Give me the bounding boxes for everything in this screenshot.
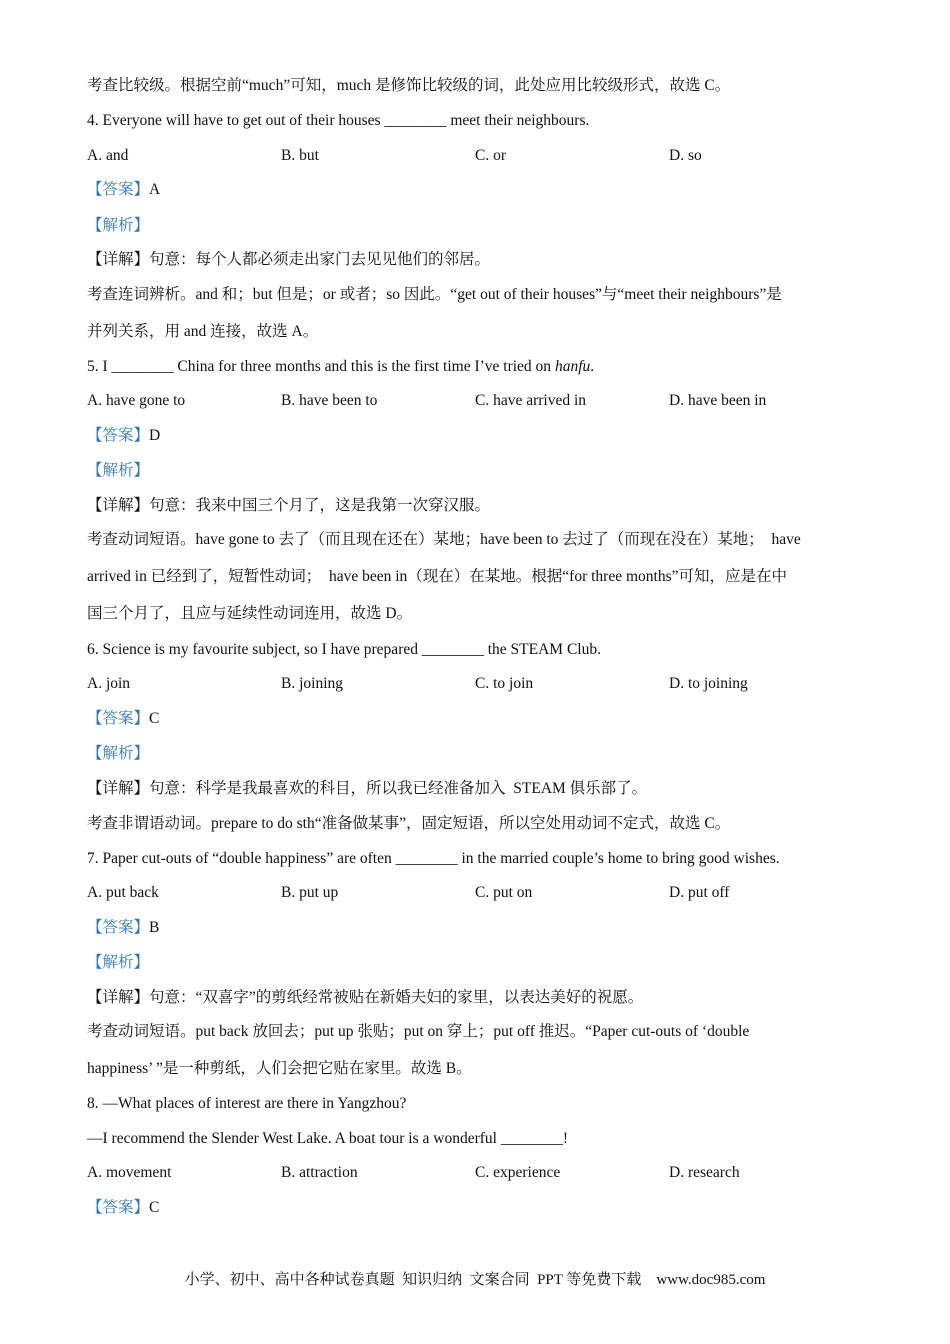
option-d: D. put off	[669, 884, 730, 901]
detail-text: 句意：我来中国三个月了，这是我第一次穿汉服。	[149, 497, 491, 514]
page-footer: 小学、初中、高中各种试卷真题 知识归纳 文案合同 PPT 等免费下载 www.doc985.com	[184, 1272, 766, 1288]
option-b: B. have been to	[281, 392, 378, 409]
question-7-stem: 7. Paper cut-outs of “double happiness” are often ________ in the married couple’s home to bring good wishes.	[87, 850, 780, 867]
detail-line	[87, 988, 643, 1008]
stem-text: 5. I ________ China for three months and this is the first time I’ve tried on	[87, 358, 555, 375]
explanation-line: 考查非谓语动词。prepare to do sth“准备做某事”，固定短语，所以空处用动词不定式，故选 C。	[87, 815, 731, 832]
answer-tag: 【答案】	[87, 919, 150, 936]
option-d: D. have been in	[669, 392, 767, 409]
stem-emphasis: hanfu	[554, 358, 591, 375]
answer-tag: 【答案】	[87, 710, 150, 727]
analysis-tag: 【解析】	[87, 745, 150, 762]
question-4-options	[87, 146, 867, 166]
analysis-line	[87, 461, 149, 481]
detail-line	[87, 779, 647, 799]
analysis-tag: 【解析】	[87, 462, 150, 479]
option-c: C. put on	[475, 884, 533, 901]
answer-tag: 【答案】	[87, 181, 150, 198]
option-a: A. put back	[87, 884, 159, 901]
detail-text: 句意：每个人都必须走出家门去见见他们的邻居。	[149, 251, 491, 268]
answer-tag: 【答案】	[87, 427, 150, 444]
detail-text: 句意：科学是我最喜欢的科目，所以我已经准备加入 STEAM 俱乐部了。	[149, 780, 648, 797]
explanation-line: arrived in 已经到了，短暂性动词； have been in（现在）在某地。根据“for three months”可知，应是在中	[87, 568, 787, 585]
stem-text-end: .	[590, 358, 595, 375]
answer-value: C	[149, 710, 160, 727]
option-c: C. have arrived in	[475, 392, 587, 409]
option-c: C. to join	[475, 675, 534, 692]
option-d: D. so	[669, 147, 702, 164]
explanation-line: 国三个月了，且应与延续性动词连用，故选 D。	[87, 605, 413, 622]
answer-line	[87, 1198, 159, 1218]
question-5-options	[87, 391, 867, 411]
question-7-options	[87, 883, 867, 903]
option-c: C. experience	[475, 1164, 561, 1181]
option-a: A. have gone to	[87, 392, 186, 409]
option-b: B. attraction	[281, 1164, 358, 1181]
question-6-stem: 6. Science is my favourite subject, so I have prepared ________ the STEAM Club.	[87, 641, 601, 658]
question-8-options	[87, 1163, 867, 1183]
question-5-stem	[87, 357, 594, 377]
explanation-line: happiness’ ”是一种剪纸，人们会把它贴在家里。故选 B。	[87, 1060, 472, 1077]
option-a: A. movement	[87, 1164, 172, 1181]
question-4-stem: 4. Everyone will have to get out of their houses ________ meet their neighbours.	[87, 112, 590, 129]
answer-value: D	[149, 427, 161, 444]
answer-value: A	[149, 181, 161, 198]
detail-tag: 【详解】	[87, 989, 150, 1006]
answer-line	[87, 709, 159, 729]
answer-line	[87, 180, 160, 200]
analysis-line	[87, 744, 149, 764]
option-b: B. joining	[281, 675, 344, 692]
detail-tag: 【详解】	[87, 251, 150, 268]
answer-value: B	[149, 919, 160, 936]
question-8-stem: 8. —What places of interest are there in Yangzhou?	[87, 1095, 407, 1112]
answer-line	[87, 426, 160, 446]
explanation-line: 考查动词短语。put back 放回去；put up 张贴；put on 穿上；put off 推迟。“Paper cut-outs of ‘double	[87, 1023, 750, 1040]
explanation-line: 考查动词短语。have gone to 去了（而且现在还在）某地；have been to 去过了（而现在没在）某地； have	[87, 531, 801, 548]
answer-value: C	[149, 1199, 160, 1216]
explanation-line: 考查连词辨析。and 和；but 但是；or 或者；so 因此。“get out of their houses”与“meet their neighbours”是	[87, 286, 782, 303]
analysis-line	[87, 216, 149, 236]
option-d: D. to joining	[669, 675, 748, 692]
explanation-line: 并列关系，用 and 连接，故选 A。	[87, 323, 319, 340]
answer-tag: 【答案】	[87, 1199, 150, 1216]
option-a: A. join	[87, 675, 131, 692]
option-c: C. or	[475, 147, 506, 164]
analysis-line	[87, 953, 149, 973]
detail-tag: 【详解】	[87, 497, 150, 514]
detail-text: 句意：“双喜字”的剪纸经常被贴在新婚夫妇的家里，以表达美好的祝愿。	[149, 989, 644, 1006]
option-b: B. put up	[281, 884, 339, 901]
analysis-tag: 【解析】	[87, 217, 150, 234]
answer-line	[87, 918, 159, 938]
option-a: A. and	[87, 147, 129, 164]
detail-line	[87, 496, 490, 516]
option-b: B. but	[281, 147, 319, 164]
question-6-options	[87, 674, 867, 694]
analysis-tag: 【解析】	[87, 954, 150, 971]
question-8-stem: —I recommend the Slender West Lake. A boat tour is a wonderful ________!	[87, 1130, 569, 1147]
explanation-line: 考查比较级。根据空前“much”可知，much 是修饰比较级的词，此处应用比较级形式，故选 C。	[87, 77, 731, 94]
option-d: D. research	[669, 1164, 740, 1181]
detail-tag: 【详解】	[87, 780, 150, 797]
detail-line	[87, 250, 490, 270]
